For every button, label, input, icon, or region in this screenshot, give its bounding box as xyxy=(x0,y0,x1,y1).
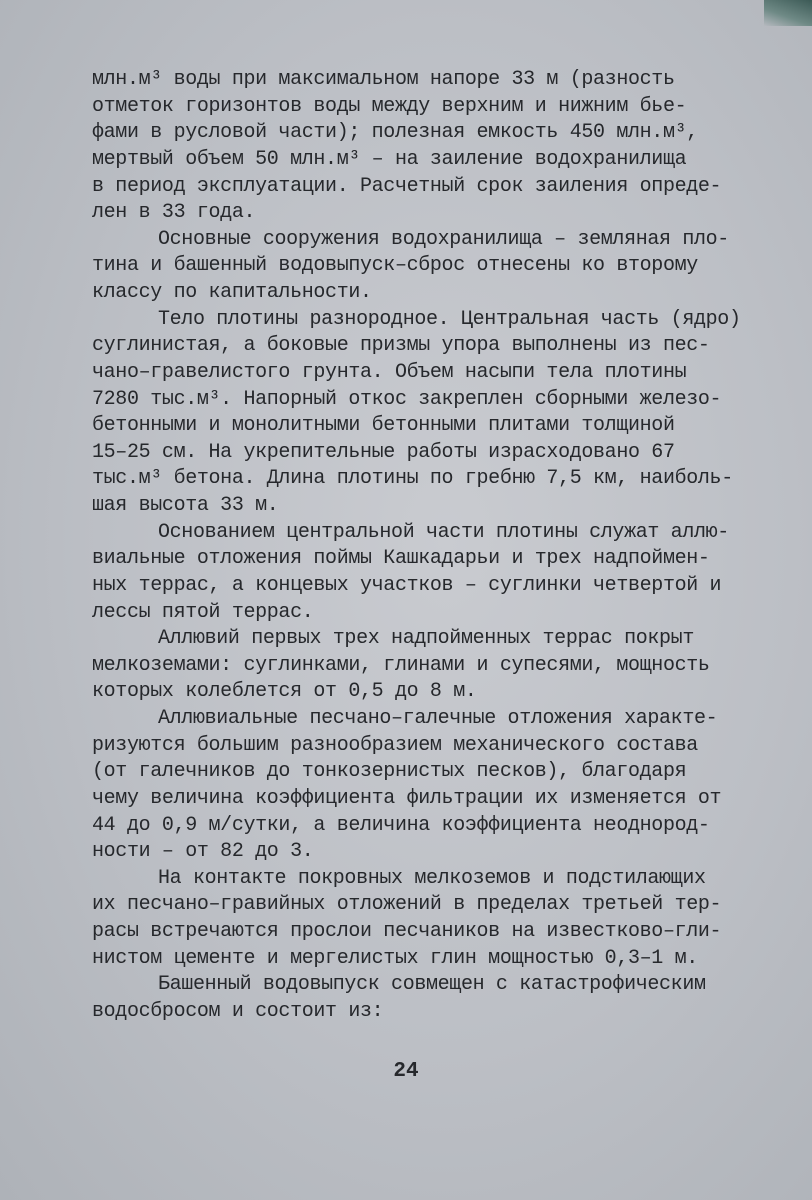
text-line: виальные отложения поймы Кашкадарьи и трех надпоймен- xyxy=(92,547,710,570)
text-line: На контакте покровных мелкоземов и подстилающих xyxy=(158,867,706,890)
text-line: в период эксплуатации. Расчетный срок заиления опреде- xyxy=(92,175,722,198)
text-line: шая высота 33 м. xyxy=(92,494,279,517)
text-line: мертвый объем 50 млн.м³ – на заиление водохранилища xyxy=(92,148,687,171)
text-line: 7280 тыс.м³. Напорный откос закреплен сборными железо- xyxy=(92,388,722,411)
text-line: лен в 33 года. xyxy=(92,201,256,224)
text-line: чано–гравелистого грунта. Объем насыпи тела плотины xyxy=(92,361,687,384)
text-line: Аллювий первых трех надпойменных террас покрыт xyxy=(158,627,694,650)
text-line: ности – от 82 до 3. xyxy=(92,840,314,863)
text-line: которых колеблется от 0,5 до 8 м. xyxy=(92,680,477,703)
text-line: мелкоземами: суглинками, глинами и супесями, мощность xyxy=(92,654,710,677)
text-line: 15–25 см. На укрепительные работы израсходовано 67 xyxy=(92,441,675,464)
text-line: ных террас, а концевых участков – суглинки четвертой и xyxy=(92,574,722,597)
text-line: Аллювиальные песчано–галечные отложения характе- xyxy=(158,707,718,730)
page-number: 24 xyxy=(393,1060,419,1083)
text-line: тина и башенный водовыпуск–сброс отнесены ко второму xyxy=(92,254,698,277)
text-line: чему величина коэффициента фильтрации их изменяется от xyxy=(92,787,722,810)
text-line: водосбросом и состоит из: xyxy=(92,1000,384,1023)
text-line: отметок горизонтов воды между верхним и нижним бье- xyxy=(92,95,687,118)
text-line: 44 до 0,9 м/сутки, а величина коэффициента неоднород- xyxy=(92,814,710,837)
text-line: Тело плотины разнородное. Центральная часть (ядро) xyxy=(158,308,741,331)
text-line: лессы пятой террас. xyxy=(92,601,314,624)
text-line: (от галечников до тонкозернистых песков), благодаря xyxy=(92,760,687,783)
text-line: суглинистая, а боковые призмы упора выполнены из пес- xyxy=(92,334,710,357)
text-line: расы встречаются прослои песчаников на известково–гли- xyxy=(92,920,722,943)
text-line: тыс.м³ бетона. Длина плотины по гребню 7,5 км, наиболь- xyxy=(92,467,733,490)
text-line: Основанием центральной части плотины служат аллю- xyxy=(158,521,729,544)
text-line: Башенный водовыпуск совмещен с катастрофическим xyxy=(158,973,706,996)
text-line: Основные сооружения водохранилища – земляная пло- xyxy=(158,228,729,251)
text-line: бетонными и монолитными бетонными плитами толщиной xyxy=(92,414,675,437)
text-line: ризуются большим разнообразием механического состава xyxy=(92,734,698,757)
text-line: фами в русловой части); полезная емкость 450 млн.м³, xyxy=(92,121,698,144)
background-corner xyxy=(764,0,812,26)
text-line: млн.м³ воды при максимальном напоре 33 м (разность xyxy=(92,68,675,91)
text-line: их песчано–гравийных отложений в пределах третьей тер- xyxy=(92,893,722,916)
text-line: классу по капитальности. xyxy=(92,281,372,304)
text-line: нистом цементе и мергелистых глин мощностью 0,3–1 м. xyxy=(92,947,698,970)
